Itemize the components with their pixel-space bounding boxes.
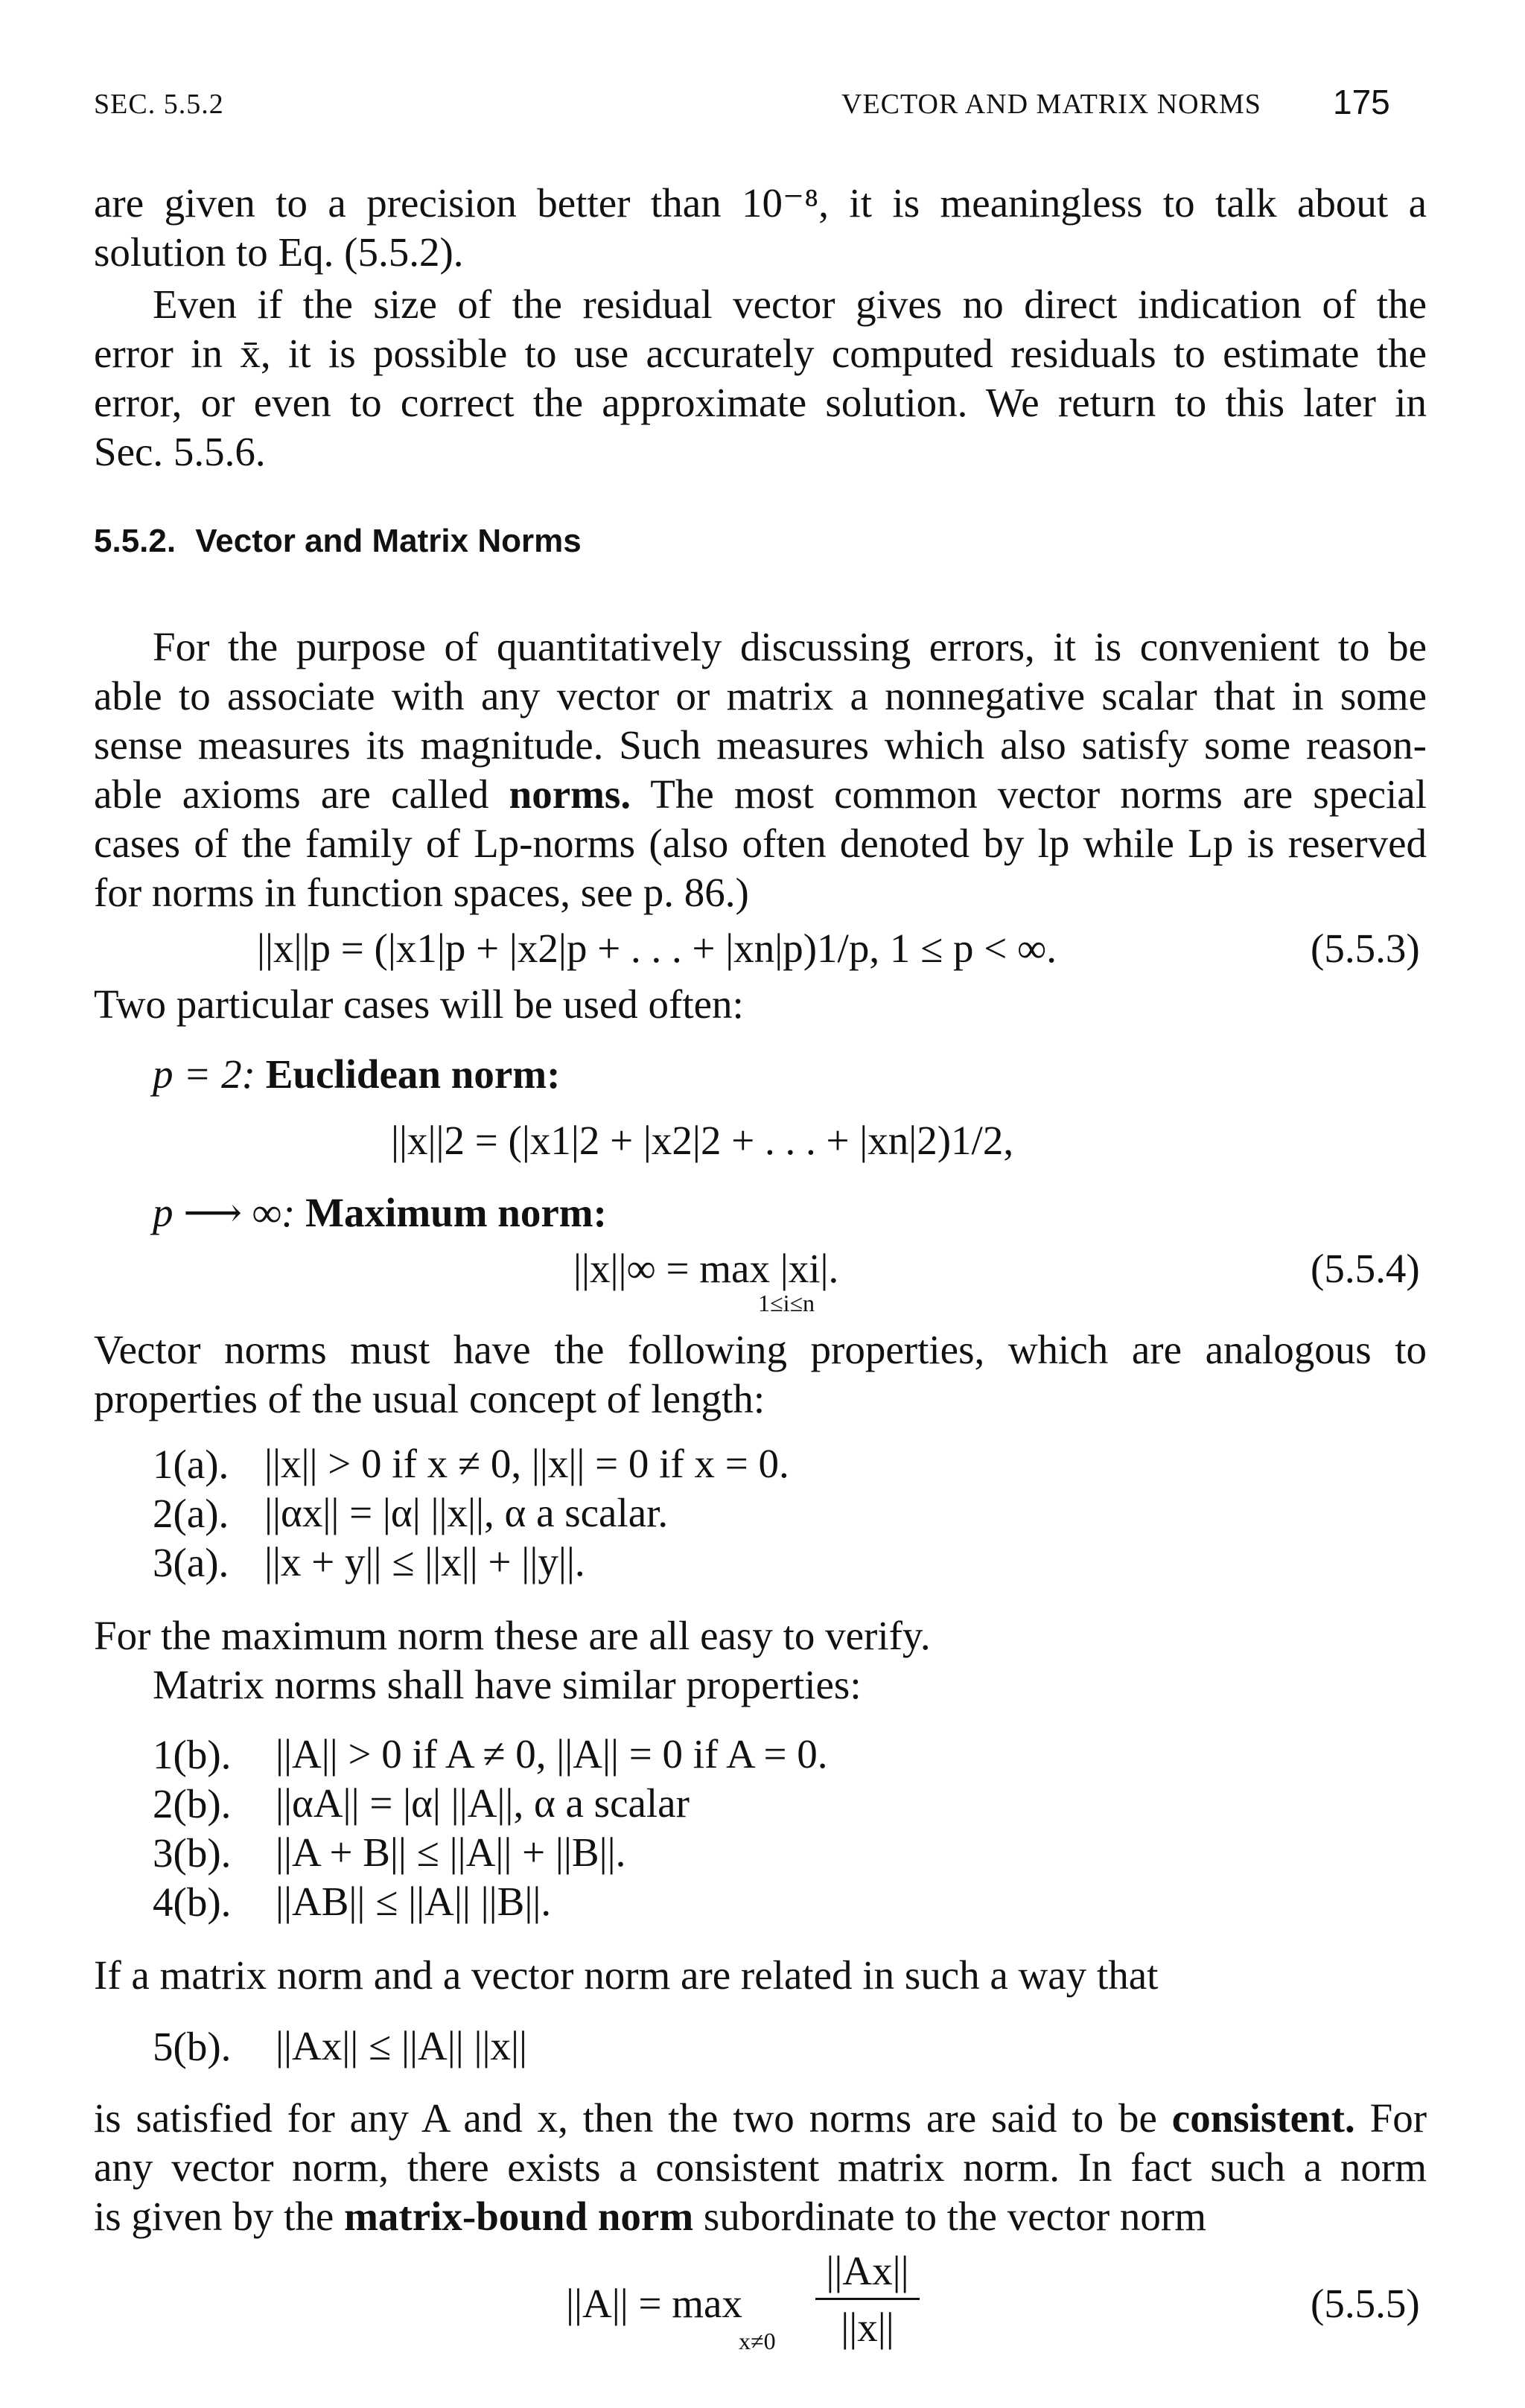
matrix-prop-label: 4(b). <box>153 1879 232 1925</box>
para3-line1: For the purpose of quantitatively discussing errors, it is convenient to be <box>153 624 1427 669</box>
equation-number-5-5-3: (5.5.3) <box>1311 926 1420 971</box>
equation-number-5-5-4: (5.5.4) <box>1311 1246 1420 1291</box>
prop5-label: 5(b). <box>153 2024 232 2069</box>
equation-5-5-5-numerator: ||Ax|| <box>826 2248 909 2293</box>
section-marker: SEC. 5.5.2 <box>94 89 224 120</box>
fraction-bar <box>815 2298 920 2300</box>
vector-props-intro-line1: Vector norms must have the following properties, which are analogous to <box>94 1327 1427 1372</box>
para3-line5: cases of the family of Lp-norms (also often denoted by lp while Lp is reserved <box>94 821 1427 866</box>
term-norms: norms. <box>509 771 631 817</box>
para1-line1: are given to a precision better than 10⁻⁸, it is meaningless to talk about a <box>94 180 1427 226</box>
matrix-prop-label: 3(b). <box>153 1830 232 1876</box>
vector-prop-label: 3(a). <box>153 1540 229 1585</box>
euclidean-norm-label: Euclidean norm: <box>265 1051 561 1097</box>
equation-number-5-5-5: (5.5.5) <box>1311 2281 1420 2326</box>
maximum-norm-formula: ||x||∞ = max |xi|. <box>573 1246 839 1291</box>
matrix-prop-formula: ||αA|| = |α| ||A||, α a scalar <box>276 1780 690 1826</box>
euclidean-norm-heading: p = 2: Euclidean norm: <box>153 1051 561 1097</box>
vector-prop-formula: ||x + y|| ≤ ||x|| + ||y||. <box>264 1539 585 1584</box>
para2-line2: error in x̄, it is possible to use accurately computed residuals to estimate the <box>94 331 1427 376</box>
para3-line3: sense measures its magnitude. Such measures which also satisfy some reason- <box>94 722 1427 768</box>
max-norm-verify-text: For the maximum norm these are all easy to verify. <box>94 1613 931 1658</box>
term-consistent: consistent. <box>1171 2095 1355 2141</box>
equation-5-5-5-lhs: ||A|| = max <box>566 2281 742 2326</box>
matrix-prop-formula: ||A|| > 0 if A ≠ 0, ||A|| = 0 if A = 0. <box>276 1731 828 1777</box>
vector-prop-formula: ||αx|| = |α| ||x||, α a scalar. <box>264 1490 669 1535</box>
section-number: 5.5.2. <box>94 523 176 559</box>
para2-line4: Sec. 5.5.6. <box>94 429 266 474</box>
two-cases-text: Two particular cases will be used often: <box>94 981 744 1027</box>
final-para-line1: is satisfied for any A and x, then the two norms are said to be consistent. For <box>94 2095 1427 2141</box>
matrix-prop-formula: ||AB|| ≤ ||A|| ||B||. <box>276 1879 552 1924</box>
page-number: 175 <box>1333 83 1390 121</box>
maximum-norm-heading: p ⟶ ∞: Maximum norm: <box>153 1190 607 1235</box>
equation-5-5-3: ||x||p = (|x1|p + |x2|p + . . . + |xn|p)1/p, 1 ≤ p < ∞. <box>257 926 1057 971</box>
section-heading <box>94 523 582 560</box>
para3-line6: for norms in function spaces, see p. 86.) <box>94 870 749 915</box>
para2-line3: error, or even to correct the approximate solution. We return to this later in <box>94 380 1427 425</box>
euclidean-norm-formula: ||x||2 = (|x1|2 + |x2|2 + . . . + |xn|2)1/2, <box>391 1118 1014 1163</box>
running-title: VECTOR AND MATRIX NORMS <box>841 89 1261 120</box>
para1-line2: solution to Eq. (5.5.2). <box>94 229 464 275</box>
equation-5-5-5-subscript: x≠0 <box>739 2328 776 2354</box>
matrix-props-intro: Matrix norms shall have similar properties: <box>153 1662 862 1707</box>
para3-line4: able axioms are called norms. The most common vector norms are special <box>94 771 1427 817</box>
maximum-norm-label: Maximum norm: <box>305 1190 607 1235</box>
matrix-prop-label: 1(b). <box>153 1732 232 1777</box>
para3-line2: able to associate with any vector or matrix a nonnegative scalar that in some <box>94 673 1427 719</box>
matrix-prop-formula: ||A + B|| ≤ ||A|| + ||B||. <box>276 1829 626 1875</box>
prop5-formula: ||Ax|| ≤ ||A|| ||x|| <box>276 2023 528 2068</box>
related-norms-text: If a matrix norm and a vector norm are related in such a way that <box>94 1952 1159 1998</box>
final-para-line3: is given by the matrix-bound norm subordinate to the vector norm <box>94 2194 1206 2239</box>
vector-props-intro-line2: properties of the usual concept of length: <box>94 1376 765 1421</box>
term-matrix-bound-norm: matrix-bound norm <box>344 2194 694 2239</box>
equation-5-5-5-denominator: ||x|| <box>841 2305 894 2350</box>
vector-prop-label: 2(a). <box>153 1491 229 1536</box>
vector-prop-label: 1(a). <box>153 1442 229 1487</box>
section-title: Vector and Matrix Norms <box>195 523 582 559</box>
para2-line1: Even if the size of the residual vector gives no direct indication of the <box>153 281 1427 327</box>
final-para-line2: any vector norm, there exists a consistent matrix norm. In fact such a norm <box>94 2144 1427 2190</box>
vector-prop-formula: ||x|| > 0 if x ≠ 0, ||x|| = 0 if x = 0. <box>264 1441 789 1486</box>
maximum-norm-subscript: 1≤i≤n <box>758 1290 815 1316</box>
matrix-prop-label: 2(b). <box>153 1781 232 1826</box>
